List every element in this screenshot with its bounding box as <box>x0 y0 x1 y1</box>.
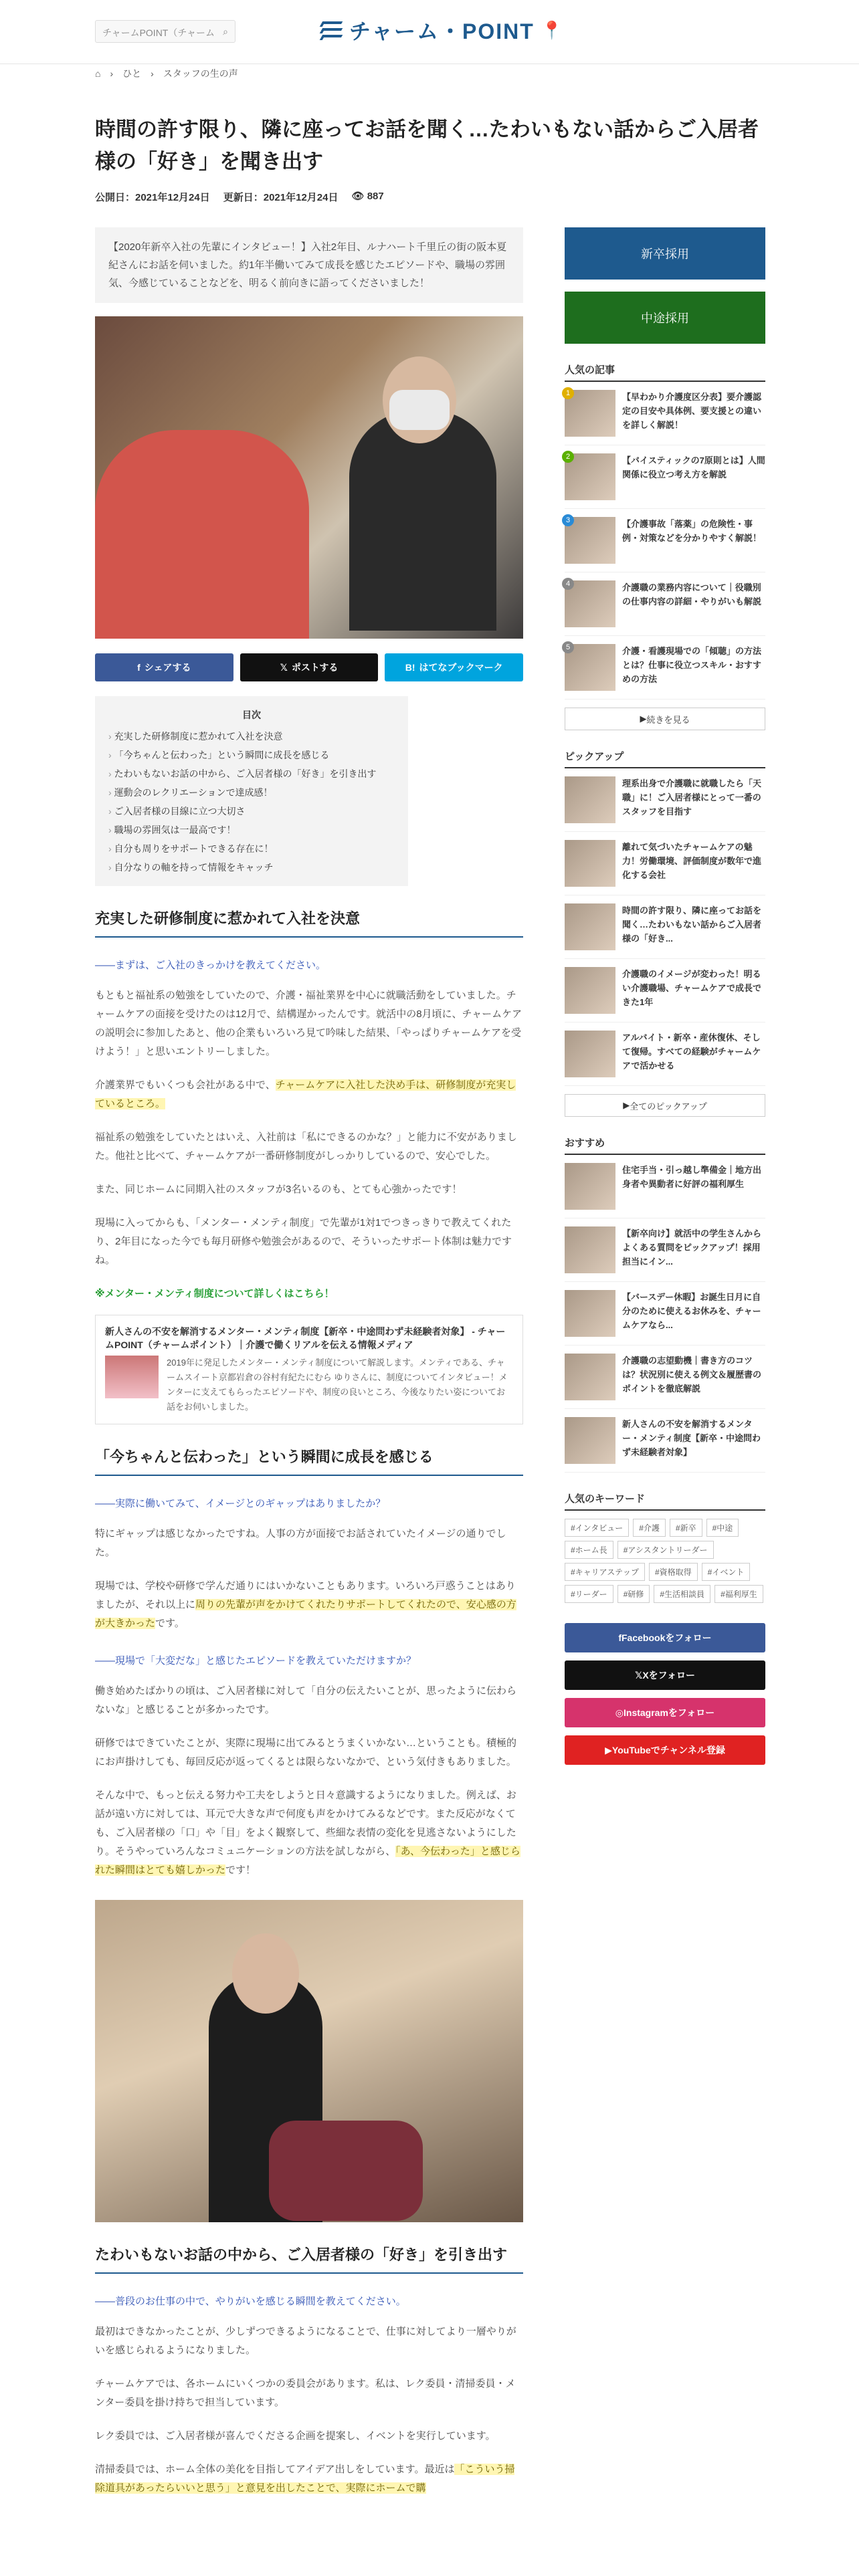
facebook-icon: f <box>618 1632 622 1643</box>
breadcrumb-item[interactable]: スタッフの生の声 <box>163 68 238 79</box>
breadcrumb: ⌂ › ひと › スタッフの生の声 <box>95 68 238 79</box>
arrow-icon: ▶ <box>640 714 647 724</box>
see-more-button[interactable]: ▶ 続きを見る <box>565 708 765 730</box>
related-article-card[interactable] <box>95 1315 523 1424</box>
keyword-tag[interactable]: #リーダー <box>565 1585 613 1603</box>
keyword-tag[interactable]: #キャリアステップ <box>565 1563 645 1581</box>
article-thumbnail <box>565 903 615 950</box>
paragraph: 現場に入ってからも、「メンター・メンティ制度」で先輩が1対1でつきっきりで教えてくれたり、2年目になった今でも毎月研修や勉強会があるので、そういったサポート体制は魅力ですね。 <box>95 1217 512 1266</box>
recommend-article[interactable]: 新人さんの不安を解消するメンター・メンティ制度【新卒・中途問わず未経験者対象】 <box>565 1409 765 1473</box>
article-thumbnail <box>565 840 615 887</box>
share-buttons <box>95 653 523 681</box>
site-logo[interactable] <box>320 15 563 45</box>
breadcrumb-item[interactable]: ひと <box>122 68 142 79</box>
youtube-icon: ▶ <box>605 1744 612 1755</box>
updated-date: 更新日：2021年12月24日 <box>223 192 339 203</box>
view-count: 👁 887 <box>351 191 384 202</box>
paragraph: そんな中で、もっと伝える努力や工夫をしようと日々意識するようになりました。例えば、お話が遠い方に対しては、耳元で大きな声で何度も声をかけてみるなどです。また反応がなくても、ご入居者様の「口」や「目」をよく観察して、些細な表情の変化を見逃さないようにしたり。そうやっていろんなコミュニケーションの方法を試しながら、「あ、今伝わった」と感じられた瞬間はとても嬉しかったです！ <box>95 1790 520 1876</box>
article-thumbnail <box>565 1031 615 1077</box>
rank-badge: 5 <box>562 641 574 653</box>
toc-item[interactable]: › たわいもないお話の中から、ご入居者様の「好き」を引き出す <box>108 764 395 783</box>
section-heading: 充実した研修制度に惹かれて入社を決意 <box>95 907 523 938</box>
paragraph: 福祉系の勉強をしていたとはいえ、入社前は「私にできるのかな？」と能力に不安がありました。他社と比べて、チャームケアが一番研修制度がしっかりしているので、安心でした。 <box>95 1132 517 1162</box>
new-grad-recruit-button[interactable]: 新卒採用 <box>565 227 765 280</box>
sidebar <box>565 227 765 1765</box>
published-date: 公開日：2021年12月24日 <box>95 192 210 203</box>
highlight: チャームケアに入社した決め手は、研修制度が充実しているところ。 <box>95 1079 516 1109</box>
paragraph: 最初はできなかったことが、少しずつできるようになることで、仕事に対してより一層やりがいを感じられるようになりました。 <box>95 2326 516 2356</box>
rank-badge: 4 <box>562 578 574 590</box>
paragraph: チャームケアでは、各ホームにいくつかの委員会があります。私は、レク委員・清掃委員・メンター委員を掛け持ちで担当しています。 <box>95 2378 516 2408</box>
highlight: 周りの先輩が声をかけてくれたりサポートしてくれたので、安心感の方が大きかった <box>95 1599 516 1629</box>
popular-heading: 人気の記事 <box>565 362 765 382</box>
paragraph: 介護業界でもいくつも会社がある中で、チャームケアに入社した決め手は、研修制度が充実しているところ。 <box>95 1079 516 1109</box>
paragraph: もともと福祉系の勉強をしていたので、介護・福祉業界を中心に就職活動をしていました。チャームケアの面接を受けたのは12月で、結構遅かったんです。就活中の8月頃に、チャームケアの説明会に参加したあと、他の企業もいろいろ見て吟味した結果、「やっぱりチャームケアを受けよう！」と思いエントリーしました。 <box>95 990 522 1057</box>
facebook-follow-button[interactable]: f Facebookをフォロー <box>565 1623 765 1652</box>
pickup-article[interactable]: 離れて気づいたチャームケアの魅力！労働環境、評価制度が数年で進化する会社 <box>565 832 765 895</box>
paragraph: 働き始めたばかりの頃は、ご入居者様に対して「自分の伝えたいことが、思ったように伝わらないな」と感じることが多かったです。 <box>95 1685 517 1715</box>
highlight: 「あ、今伝わった」と感じられた瞬間はとても嬉しかった <box>95 1846 520 1876</box>
article-meta <box>95 190 764 204</box>
instagram-follow-button[interactable]: ◎ Instagramをフォロー <box>565 1698 765 1727</box>
toc-item[interactable]: › 運動会のレクリエーションで達成感！ <box>108 783 395 802</box>
card-description: 2019年に発足したメンター・メンティ制度について解説します。メンティである、チャームスイート京都岩倉の谷村有紀たにむら ゆりさんに、制度についてインタビュー！メンターに支えてもらったエピソードや、制度の良いところ、今後なりたい姿についてお話をお伺いしました。 <box>167 1358 508 1412</box>
interview-photo <box>95 316 523 639</box>
keyword-tag[interactable]: #イベント <box>702 1563 751 1581</box>
recommend-article[interactable]: 住宅手当・引っ越し準備金｜地方出身者や異動者に好評の福利厚生 <box>565 1155 765 1218</box>
toc-item[interactable]: › 自分なりの軸を持って情報をキャッチ <box>108 858 395 877</box>
x-icon: 𝕏 <box>635 1669 643 1681</box>
keyword-tag[interactable]: #インタビュー <box>565 1519 629 1537</box>
instagram-icon: ◎ <box>615 1707 624 1718</box>
pickup-article[interactable]: 時間の許す限り、隣に座ってお話を聞く…たわいもない話からご入居者様の「好き... <box>565 895 765 959</box>
keyword-tag[interactable]: #アシスタントリーダー <box>617 1541 714 1559</box>
interview-question: ――実際に働いてみて、イメージとのギャップはありましたか？ <box>95 1498 386 1509</box>
popular-article[interactable]: 5 介護・看護現場での「傾聴」の方法とは？仕事に役立つスキル・おすすめの方法 <box>565 636 765 700</box>
pickup-heading: ピックアップ <box>565 749 765 768</box>
eye-icon: 👁 <box>351 191 367 202</box>
x-follow-button[interactable]: 𝕏 Xをフォロー <box>565 1660 765 1690</box>
paragraph: 特にギャップは感じなかったですね。人事の方が面接でお話されていたイメージの通りでした。 <box>95 1528 506 1558</box>
article-thumbnail <box>565 1163 615 1210</box>
toc-item[interactable]: › 職場の雰囲気は一最高です！ <box>108 821 395 839</box>
toc-title: 目次 <box>242 710 261 720</box>
article-thumbnail <box>565 1290 615 1337</box>
keyword-tag[interactable]: #介護 <box>633 1519 666 1537</box>
facebook-share-button[interactable]: f シェアする <box>95 653 233 681</box>
hatena-bookmark-button[interactable]: B! はてなブックマーク <box>385 653 523 681</box>
recommend-article[interactable]: 【新卒向け】就活中の学生さんからよくある質問をピックアップ！採用担当にイン... <box>565 1218 765 1282</box>
article-thumbnail <box>565 967 615 1014</box>
page-title: 時間の許す限り、隣に座ってお話を聞く…たわいもない話からご入居者様の「好き」を聞き出す <box>95 118 759 173</box>
toc-item[interactable]: › 充実した研修制度に惹かれて入社を決意 <box>108 727 395 746</box>
mid-career-recruit-button[interactable]: 中途採用 <box>565 292 765 344</box>
table-of-contents <box>95 696 408 886</box>
paragraph: 現場では、学校や研修で学んだ通りにはいかないこともあります。いろいろ戸惑うことはありましたが、それ以上に周りの先輩が声をかけてくれたりサポートしてくれたので、安心感の方が大きかったです。 <box>95 1580 516 1629</box>
article-thumbnail <box>565 1354 615 1400</box>
logo-mark-icon <box>320 19 343 41</box>
article-lead: 【2020年新卒入社の先輩にインタビュー！】入社2年目、ルナハート千里丘の街の阪本夏紀さんにお話を伺いました。約1年半働いてみて成長を感じたエピソードや、職場の雰囲気、今感じていることなどを、明るく前向きに語ってくださいました！ <box>95 227 523 303</box>
article-thumbnail <box>565 776 615 823</box>
toc-item[interactable]: › 「今ちゃんと伝わった」という瞬間に成長を感じる <box>108 746 395 764</box>
logo-pin-icon: 📍 <box>541 19 563 40</box>
keyword-tag[interactable]: #新卒 <box>670 1519 702 1537</box>
card-title: 新人さんの不安を解消するメンター・メンティ制度【新卒・中途問わず未経験者対象】 - チャームPOINT（チャームポイント）｜介護で働くリアルを伝える情報メディア <box>105 1326 506 1350</box>
paragraph: レク委員では、ご入居者様が喜んでくださる企画を提案し、イベントを実行しています。 <box>95 2430 496 2442</box>
toc-item[interactable]: › 自分も周りをサポートできる存在に！ <box>108 839 395 858</box>
pickup-article[interactable]: 理系出身で介護職に就職したら「天職」に！ご入居者様にとって一番のスタッフを目指す <box>565 768 765 832</box>
pickup-article[interactable]: 介護職のイメージが変わった！明るい介護職場、チャームケアで成長できた1年 <box>565 959 765 1023</box>
keyword-tag[interactable]: #ホーム長 <box>565 1541 613 1559</box>
keywords-heading: 人気のキーワード <box>565 1491 765 1511</box>
paragraph: 研修ではできていたことが、実際に現場に出てみるとうまくいかない…ということも。積極的にお声掛けしても、毎回反応が返ってくるとは限らないなかで、という気付きもありました。 <box>95 1737 517 1767</box>
rank-badge: 3 <box>562 514 574 526</box>
popular-article[interactable]: 3 【介護事故「落薬」の危険性・事例・対策などを分かりやすく解説！ <box>565 509 765 572</box>
interview-photo-2 <box>95 1900 523 2222</box>
article-body <box>95 227 523 2498</box>
site-header <box>0 0 859 64</box>
popular-article[interactable]: 1 【早わかり介護度区分表】要介護認定の目安や具体例、要支援との違いを詳しく解説！ <box>565 382 765 445</box>
mentor-link[interactable]: ※メンター・メンティ制度について詳しくはこちら！ <box>95 1288 335 1299</box>
search-input[interactable] <box>95 20 235 43</box>
hatena-icon: B! <box>405 662 415 673</box>
recommend-article[interactable]: 介護職の志望動機｜書き方のコツは？状況別に使える例文＆履歴書のポイントを徹底解説 <box>565 1346 765 1409</box>
paragraph: 清掃委員では、ホーム全体の美化を目指してアイデア出しをしています。最近は「こういう掃除道具があったらいいと思う」と意見を出したことで、実際にホームで購 <box>95 2464 515 2494</box>
x-icon: 𝕏 <box>280 661 288 673</box>
facebook-icon: f <box>137 662 140 673</box>
rank-badge: 1 <box>562 387 574 399</box>
section-heading: たわいもないお話の中から、ご入居者様の「好き」を引き出す <box>95 2244 523 2274</box>
article-thumbnail <box>565 1226 615 1273</box>
keyword-tag[interactable]: #資格取得 <box>649 1563 698 1581</box>
card-thumbnail <box>105 1356 159 1398</box>
logo-text: チャーム・POINT <box>349 19 535 43</box>
all-pickup-button[interactable]: ▶ 全てのピックアップ <box>565 1094 765 1117</box>
keyword-tag[interactable]: #中途 <box>706 1519 739 1537</box>
popular-article[interactable]: 2 【バイスティックの7原則とは】人間関係に役立つ考え方を解説 <box>565 445 765 509</box>
content-container <box>95 94 765 2494</box>
interview-question: ――現場で「大変だな」と感じたエピソードを教えていただけますか？ <box>95 1655 417 1667</box>
interview-question: ――普段のお仕事の中で、やりがいを感じる瞬間を教えてください。 <box>95 2296 406 2307</box>
arrow-icon: ▶ <box>623 1100 630 1110</box>
pickup-article[interactable]: アルバイト・新卒・産休復休、そして復帰。すべての経験がチャームケアで活かせる <box>565 1023 765 1086</box>
recommend-heading: おすすめ <box>565 1136 765 1155</box>
article-thumbnail <box>565 1417 615 1464</box>
section-heading: 「今ちゃんと伝わった」という瞬間に成長を感じる <box>95 1446 523 1476</box>
highlight: 「こういう掃除道具があったらいいと思う」と意見を出したことで、実際にホームで購 <box>95 2464 515 2494</box>
search-placeholder: チャームPOINT（チャーム <box>102 27 215 38</box>
home-icon[interactable]: ⌂ <box>95 68 101 79</box>
keyword-tag[interactable]: #研修 <box>617 1585 650 1603</box>
x-share-button[interactable]: 𝕏 ポストする <box>240 653 379 681</box>
keyword-list <box>565 1519 765 1603</box>
search-icon[interactable]: ⌕ <box>223 26 228 37</box>
popular-article[interactable]: 4 介護職の業務内容について｜役職別の仕事内容の詳細・やりがいも解説 <box>565 572 765 636</box>
youtube-subscribe-button[interactable]: ▶ YouTubeでチャンネル登録 <box>565 1735 765 1765</box>
keyword-tag[interactable]: #福利厚生 <box>714 1585 763 1603</box>
rank-badge: 2 <box>562 451 574 463</box>
interview-question: ――まずは、ご入社のきっかけを教えてください。 <box>95 960 326 971</box>
recommend-article[interactable]: 【バースデー休暇】お誕生日月に自分のために使えるお休みを、チャームケアなら... <box>565 1282 765 1346</box>
keyword-tag[interactable]: #生活相談員 <box>654 1585 710 1603</box>
paragraph: また、同じホームに同期入社のスタッフが3名いるのも、とても心強かったです！ <box>95 1184 462 1195</box>
toc-item[interactable]: › ご入居者様の目線に立つ大切さ <box>108 802 395 821</box>
